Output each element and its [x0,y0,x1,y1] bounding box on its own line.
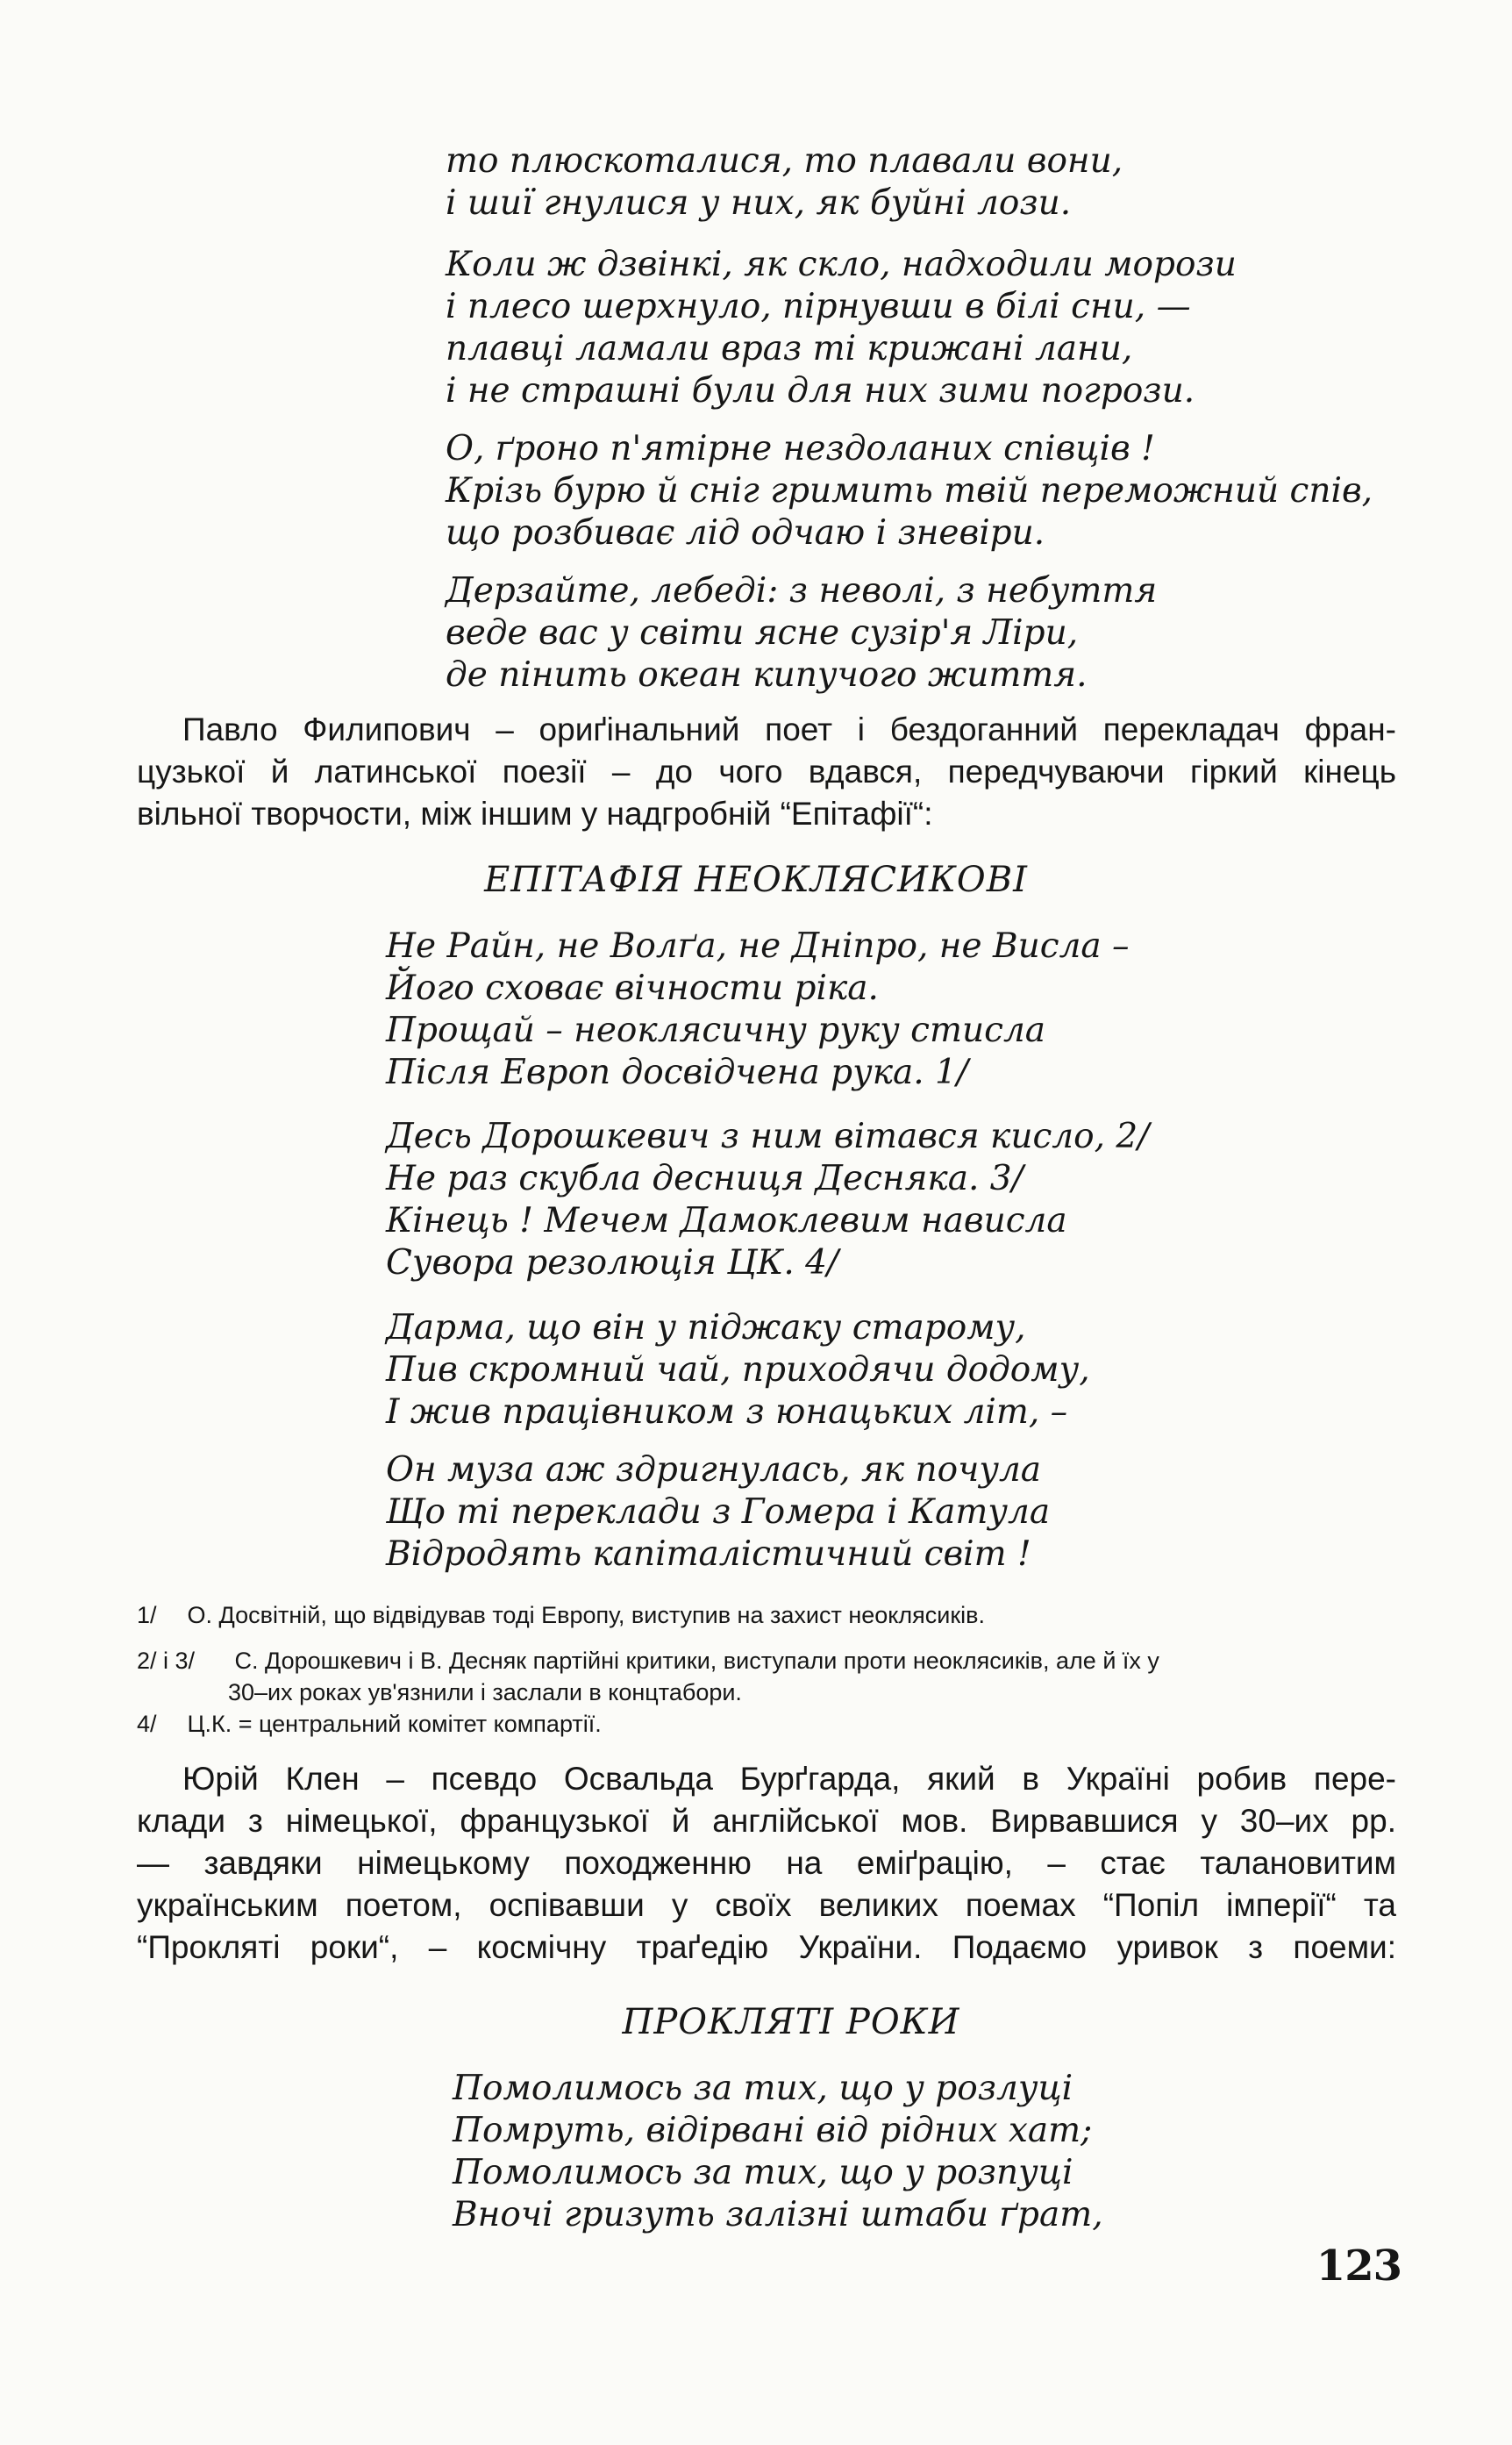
poem-line: Помолимось за тих, що у розлуці [453,2069,1073,2108]
footnote [137,1708,1382,1740]
footnote-number: 4/ [137,1711,157,1737]
footnotes [137,1599,1382,1740]
footnote-number: 2/ і 3/ [137,1648,196,1674]
poem-line: Десь Дорошкевич з ним вітався кисло, 2/ [386,1117,1150,1156]
poem-line: І жив працівником з юнацьких літ, – [386,1392,1068,1432]
poem-line: Кінець ! Мечем Дамоклевим нависла [386,1201,1067,1240]
paragraph-line: “Прокляті роки“, – космічну траґедію України. Подаємо уривок з поеми: [137,1929,1396,1965]
poem-line: і не страшні були для них зими погрози. [446,371,1195,411]
footnote-number: 1/ [137,1602,157,1628]
poem-stanza [446,570,1157,697]
poem-line: Не раз скубла десниця Десняка. 3/ [386,1159,1023,1198]
poem-stanza [446,244,1237,412]
poem-line: то плюскоталися, то плавали вони, [446,141,1123,181]
poem-line: Його сховає вічности ріка. [386,969,879,1008]
poem-line: Вночі гризуть залізні штаби ґрат, [453,2195,1103,2234]
poem-line: Дарма, що він у піджаку старому, [386,1308,1026,1348]
poem-title-epitaph: ЕПІТАФІЯ НЕОКЛЯСИКОВІ [484,860,1028,900]
poem-stanza [386,1116,1149,1284]
poem-line: О, ґроно п'ятірне нездоланих співців ! [446,429,1155,468]
poem-line: веде вас у світи ясне сузір'я Ліри, [446,613,1079,653]
paragraph-klen [137,1758,1396,1969]
poem-stanza [386,1449,1050,1576]
paragraph-line: українським поетом, оспівавши у своїх великих поемах “Попіл імперії“ та [137,1887,1396,1923]
poem-stanza [446,140,1123,225]
page-number: 123 [1316,2241,1401,2291]
footnote-text: О. Досвітній, що відвідував тоді Европу, виступив на захист неоклясиків. [187,1602,985,1628]
poem-line: Не Райн, не Волґа, не Дніпро, не Висла – [386,926,1130,966]
poem-line: Що ті переклади з Гомера і Катула [386,1492,1051,1532]
paragraph-line: клади з німецької, французької й англійської мов. Вирвавшися у 30–их рр. [137,1803,1396,1839]
poem-line: Крізь бурю й сніг гримить твій переможний спів, [446,471,1373,511]
poem-line: Помолимось за тих, що у розпуці [453,2153,1073,2192]
poem-line: Після Европ досвідчена рука. 1/ [386,1053,968,1092]
poem-title-cursed-years: ПРОКЛЯТІ РОКИ [622,2002,960,2042]
poem-stanza [453,2068,1103,2236]
poem-stanza [386,1307,1090,1433]
poem-line: Коли ж дзвінкі, як скло, надходили морози [446,245,1237,284]
poem-line: плавці ламали враз ті крижані лани, [446,329,1133,368]
poem-line: Помруть, відірвані від рідних хат; [453,2111,1093,2150]
footnote [137,1645,1382,1676]
poem-line: Он муза аж здригнулась, як почула [386,1450,1042,1490]
poem-line: Сувора резолюція ЦК. 4/ [386,1243,839,1283]
paragraph-line: Юрій Клен – псевдо Освальда Бурґгарда, який в Україні робив пере- [182,1761,1396,1797]
poem-line: Пив скромний чай, приходячи додому, [386,1350,1090,1390]
poem-stanza [446,428,1373,554]
paragraph-line: цузької й латинської поезії – до чого вдався, передчуваючи гіркий кінець [137,754,1396,790]
poem-line: Відродять капіталістичний світ ! [386,1534,1031,1574]
footnote [137,1599,1382,1631]
paragraph-line: вільної творчости, між іншим у надгробній “Епітафії“: [137,796,933,832]
poem-line: і плесо шерхнуло, пірнувши в білі сни, — [446,287,1191,326]
poem-line: що розбиває лід одчаю і зневіри. [446,513,1045,553]
poem-stanza [386,926,1130,1094]
paragraph-line: Павло Филипович – ориґінальний поет і бездоганний перекладач фран- [182,711,1396,747]
poem-line: і шиї гнулися у них, як буйні лози. [446,183,1072,223]
footnote-text: Ц.К. = центральний комітет компартії. [187,1711,602,1737]
footnote [137,1676,1382,1708]
poem-line: Прощай – неоклясичну руку стисла [386,1011,1046,1050]
poem-line: Дерзайте, лебеді: з неволі, з небуття [446,571,1158,611]
paragraph-line: — завдяки німецькому походженню на еміґрацію, – стає талановитим [137,1845,1396,1881]
footnote-text: 30–их роках ув'язнили і заслали в концтабори. [228,1679,742,1705]
poem-line: де пінить океан кипучого життя. [446,655,1088,695]
footnote-text: С. Дорошкевич і В. Десняк партійні критики, виступали проти неоклясиків, але й їх у [234,1648,1159,1674]
paragraph-fylypovych [137,709,1396,835]
